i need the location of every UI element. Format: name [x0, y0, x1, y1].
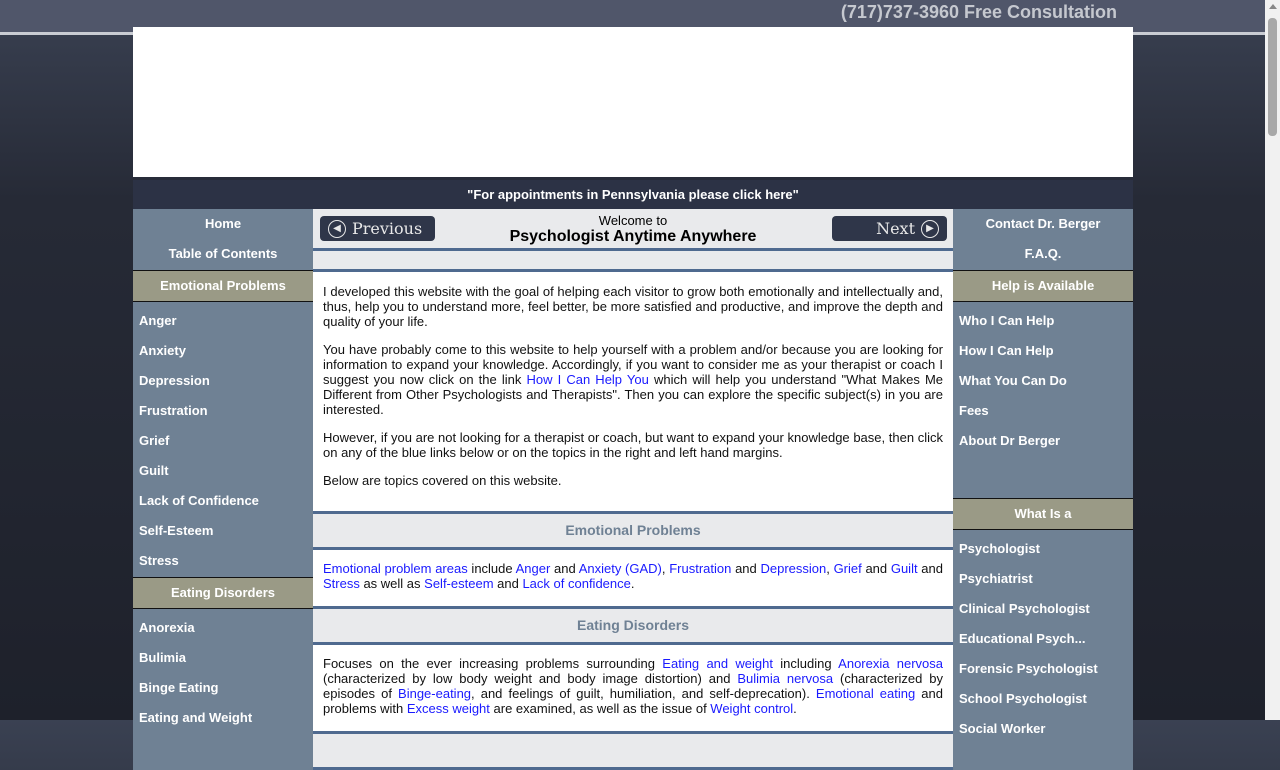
text-segment: include [467, 561, 516, 576]
text-segment: including [773, 656, 839, 671]
text-segment: You have probably come to this website to help yourself with a problem and/or because you are looking for information to expand your knowledge. Accordingly, if you want to consider me as your therapist or coach I suggest you now click on the link [323, 342, 943, 387]
text-segment: I developed this website with the goal of helping each visitor to grow both emotionally and intellectually and, thus, help you to understand more, feel better, be more satisfied and productive, and improve the depth and quality of your life. [323, 284, 943, 329]
divider-strip [313, 251, 953, 272]
sidebar-item-fees[interactable]: Fees [959, 403, 989, 418]
paragraph [323, 430, 943, 460]
sidebar-item-anxiety[interactable]: Anxiety [139, 343, 186, 358]
topic-header-eating-disorders: Eating Disorders [313, 606, 953, 645]
section-header-eating-disorders: Eating Disorders [133, 577, 313, 609]
text-segment: (characterized by low body weight and body image distortion) and [323, 671, 738, 686]
sidebar-item-psychiatrist[interactable]: Psychiatrist [959, 571, 1033, 586]
text-segment: and [861, 561, 891, 576]
link-bulimia-nervosa[interactable]: Bulimia nervosa [737, 671, 834, 686]
text-segment: . [793, 701, 797, 716]
sidebar-item-anorexia[interactable]: Anorexia [139, 620, 195, 635]
text-segment: and [731, 561, 761, 576]
right-sidebar [953, 209, 1133, 770]
link-excess-weight[interactable]: Excess weight [406, 701, 490, 716]
sidebar-item-guilt[interactable]: Guilt [139, 463, 169, 478]
link-self-esteem[interactable]: Self-esteem [424, 576, 494, 591]
text-segment: (characterized by episodes of [323, 671, 943, 701]
link-anger[interactable]: Anger [515, 561, 551, 576]
link-anorexia-nervosa[interactable]: Anorexia nervosa [838, 656, 944, 671]
left-sidebar [133, 209, 313, 770]
scroll-up-icon[interactable] [1269, 4, 1277, 9]
link-emotional-eating[interactable]: Emotional eating [815, 686, 916, 701]
sidebar-item-frustration[interactable]: Frustration [139, 403, 208, 418]
text-segment: , [661, 561, 670, 576]
topic-header-emotional-problems: Emotional Problems [313, 511, 953, 550]
text-segment: are examined, as well as the issue of [489, 701, 711, 716]
link-how-i-can-help-you[interactable]: How I Can Help You [526, 372, 649, 387]
phone-consultation[interactable]: (717)737-3960 Free Consultation [840, 2, 1117, 22]
link-stress[interactable]: Stress [323, 576, 360, 591]
sidebar-item-how-i-can-help[interactable]: How I Can Help [959, 343, 1054, 358]
sidebar-item-social-worker[interactable]: Social Worker [959, 721, 1046, 736]
sidebar-item-psychologist[interactable]: Psychologist [959, 541, 1040, 556]
text-segment: , and feelings of guilt, humiliation, and self-deprecation). [471, 686, 816, 701]
text-segment: and [493, 576, 523, 591]
text-segment: Below are topics covered on this website. [323, 473, 562, 488]
link-grief[interactable]: Grief [833, 561, 862, 576]
chevron-right-icon: ▶ [921, 220, 939, 238]
scrollbar-thumb[interactable] [1268, 18, 1277, 136]
text-segment: and [550, 561, 579, 576]
link-frustration[interactable]: Frustration [669, 561, 732, 576]
topic-description [313, 550, 953, 606]
previous-button[interactable] [320, 216, 435, 241]
sidebar-item-grief[interactable]: Grief [139, 433, 170, 448]
left-nav-home[interactable]: Home [204, 216, 242, 231]
link-lack-of-confidence[interactable]: Lack of confidence [522, 576, 631, 591]
appointment-link[interactable]: "For appointments in Pennsylvania please click here" [133, 180, 1133, 209]
paragraph [323, 342, 943, 417]
page-container [133, 27, 1133, 770]
sidebar-item-clinical-psychologist[interactable]: Clinical Psychologist [959, 601, 1090, 616]
topic-description [313, 645, 953, 731]
sidebar-item-lack-of-confidence[interactable]: Lack of Confidence [139, 493, 259, 508]
paragraph [323, 284, 943, 329]
sidebar-item-educational-psych[interactable]: Educational Psych... [959, 631, 1086, 646]
text-segment: which will help you understand "What Makes Me Different from Other Psychologists and Therapists". Then you can explore the specific subject(s) in you are interested. [323, 372, 944, 417]
sidebar-item-depression[interactable]: Depression [139, 373, 210, 388]
link-guilt[interactable]: Guilt [890, 561, 918, 576]
text-segment: However, if you are not looking for a therapist or coach, but want to expand your knowledge base, then click on any of the blue links below or on the topics in the right and left hand margins. [323, 430, 943, 460]
topic-header-next [313, 731, 953, 770]
sidebar-item-self-esteem[interactable]: Self-Esteem [139, 523, 214, 538]
link-weight-control[interactable]: Weight control [710, 701, 794, 716]
section-header-emotional-problems: Emotional Problems [133, 270, 313, 302]
sidebar-item-eating-and-weight[interactable]: Eating and Weight [139, 710, 253, 725]
banner [133, 27, 1133, 177]
sidebar-item-bulimia[interactable]: Bulimia [139, 650, 186, 665]
text-segment: , [826, 561, 834, 576]
scrollbar[interactable] [1265, 0, 1280, 720]
link-depression[interactable]: Depression [760, 561, 827, 576]
link-anxiety-gad[interactable]: Anxiety (GAD) [578, 561, 662, 576]
main-content [313, 209, 953, 770]
previous-label: Previous [352, 219, 423, 238]
text-segment: and [917, 561, 943, 576]
sidebar-item-forensic-psychologist[interactable]: Forensic Psychologist [959, 661, 1098, 676]
link-eating-and-weight[interactable]: Eating and weight [662, 656, 773, 671]
text-segment: . [630, 576, 635, 591]
text-segment: as well as [359, 576, 425, 591]
sidebar-item-about-dr-berger[interactable]: About Dr Berger [959, 433, 1061, 448]
section-header-help-is-available: Help is Available [953, 270, 1133, 302]
welcome-text: Welcome to [598, 213, 668, 228]
page-title: Psychologist Anytime Anywhere [509, 228, 757, 245]
sidebar-item-anger[interactable]: Anger [139, 313, 177, 328]
content-header [313, 209, 953, 251]
left-nav-table-of-contents[interactable]: Table of Contents [168, 246, 278, 261]
chevron-left-icon: ◀ [328, 220, 346, 238]
link-emotional-problem-areas[interactable]: Emotional problem areas [323, 561, 468, 576]
sidebar-item-who-i-can-help[interactable]: Who I Can Help [959, 313, 1055, 328]
right-nav-f-a-q[interactable]: F.A.Q. [1024, 246, 1062, 261]
link-binge-eating[interactable]: Binge-eating [398, 686, 472, 701]
next-label: Next [876, 219, 915, 238]
sidebar-item-binge-eating[interactable]: Binge Eating [139, 680, 219, 695]
sidebar-item-stress[interactable]: Stress [139, 553, 179, 568]
next-button[interactable] [832, 216, 947, 241]
sidebar-item-school-psychologist[interactable]: School Psychologist [959, 691, 1087, 706]
text-segment: Focuses on the ever increasing problems surrounding [323, 656, 663, 671]
section-header-what-is-a: What Is a [953, 498, 1133, 530]
right-nav-contact-dr-berger[interactable]: Contact Dr. Berger [985, 216, 1101, 231]
sidebar-item-what-you-can-do[interactable]: What You Can Do [959, 373, 1067, 388]
text-segment: and problems with [323, 686, 943, 716]
intro-text [313, 272, 953, 511]
paragraph [323, 473, 943, 488]
